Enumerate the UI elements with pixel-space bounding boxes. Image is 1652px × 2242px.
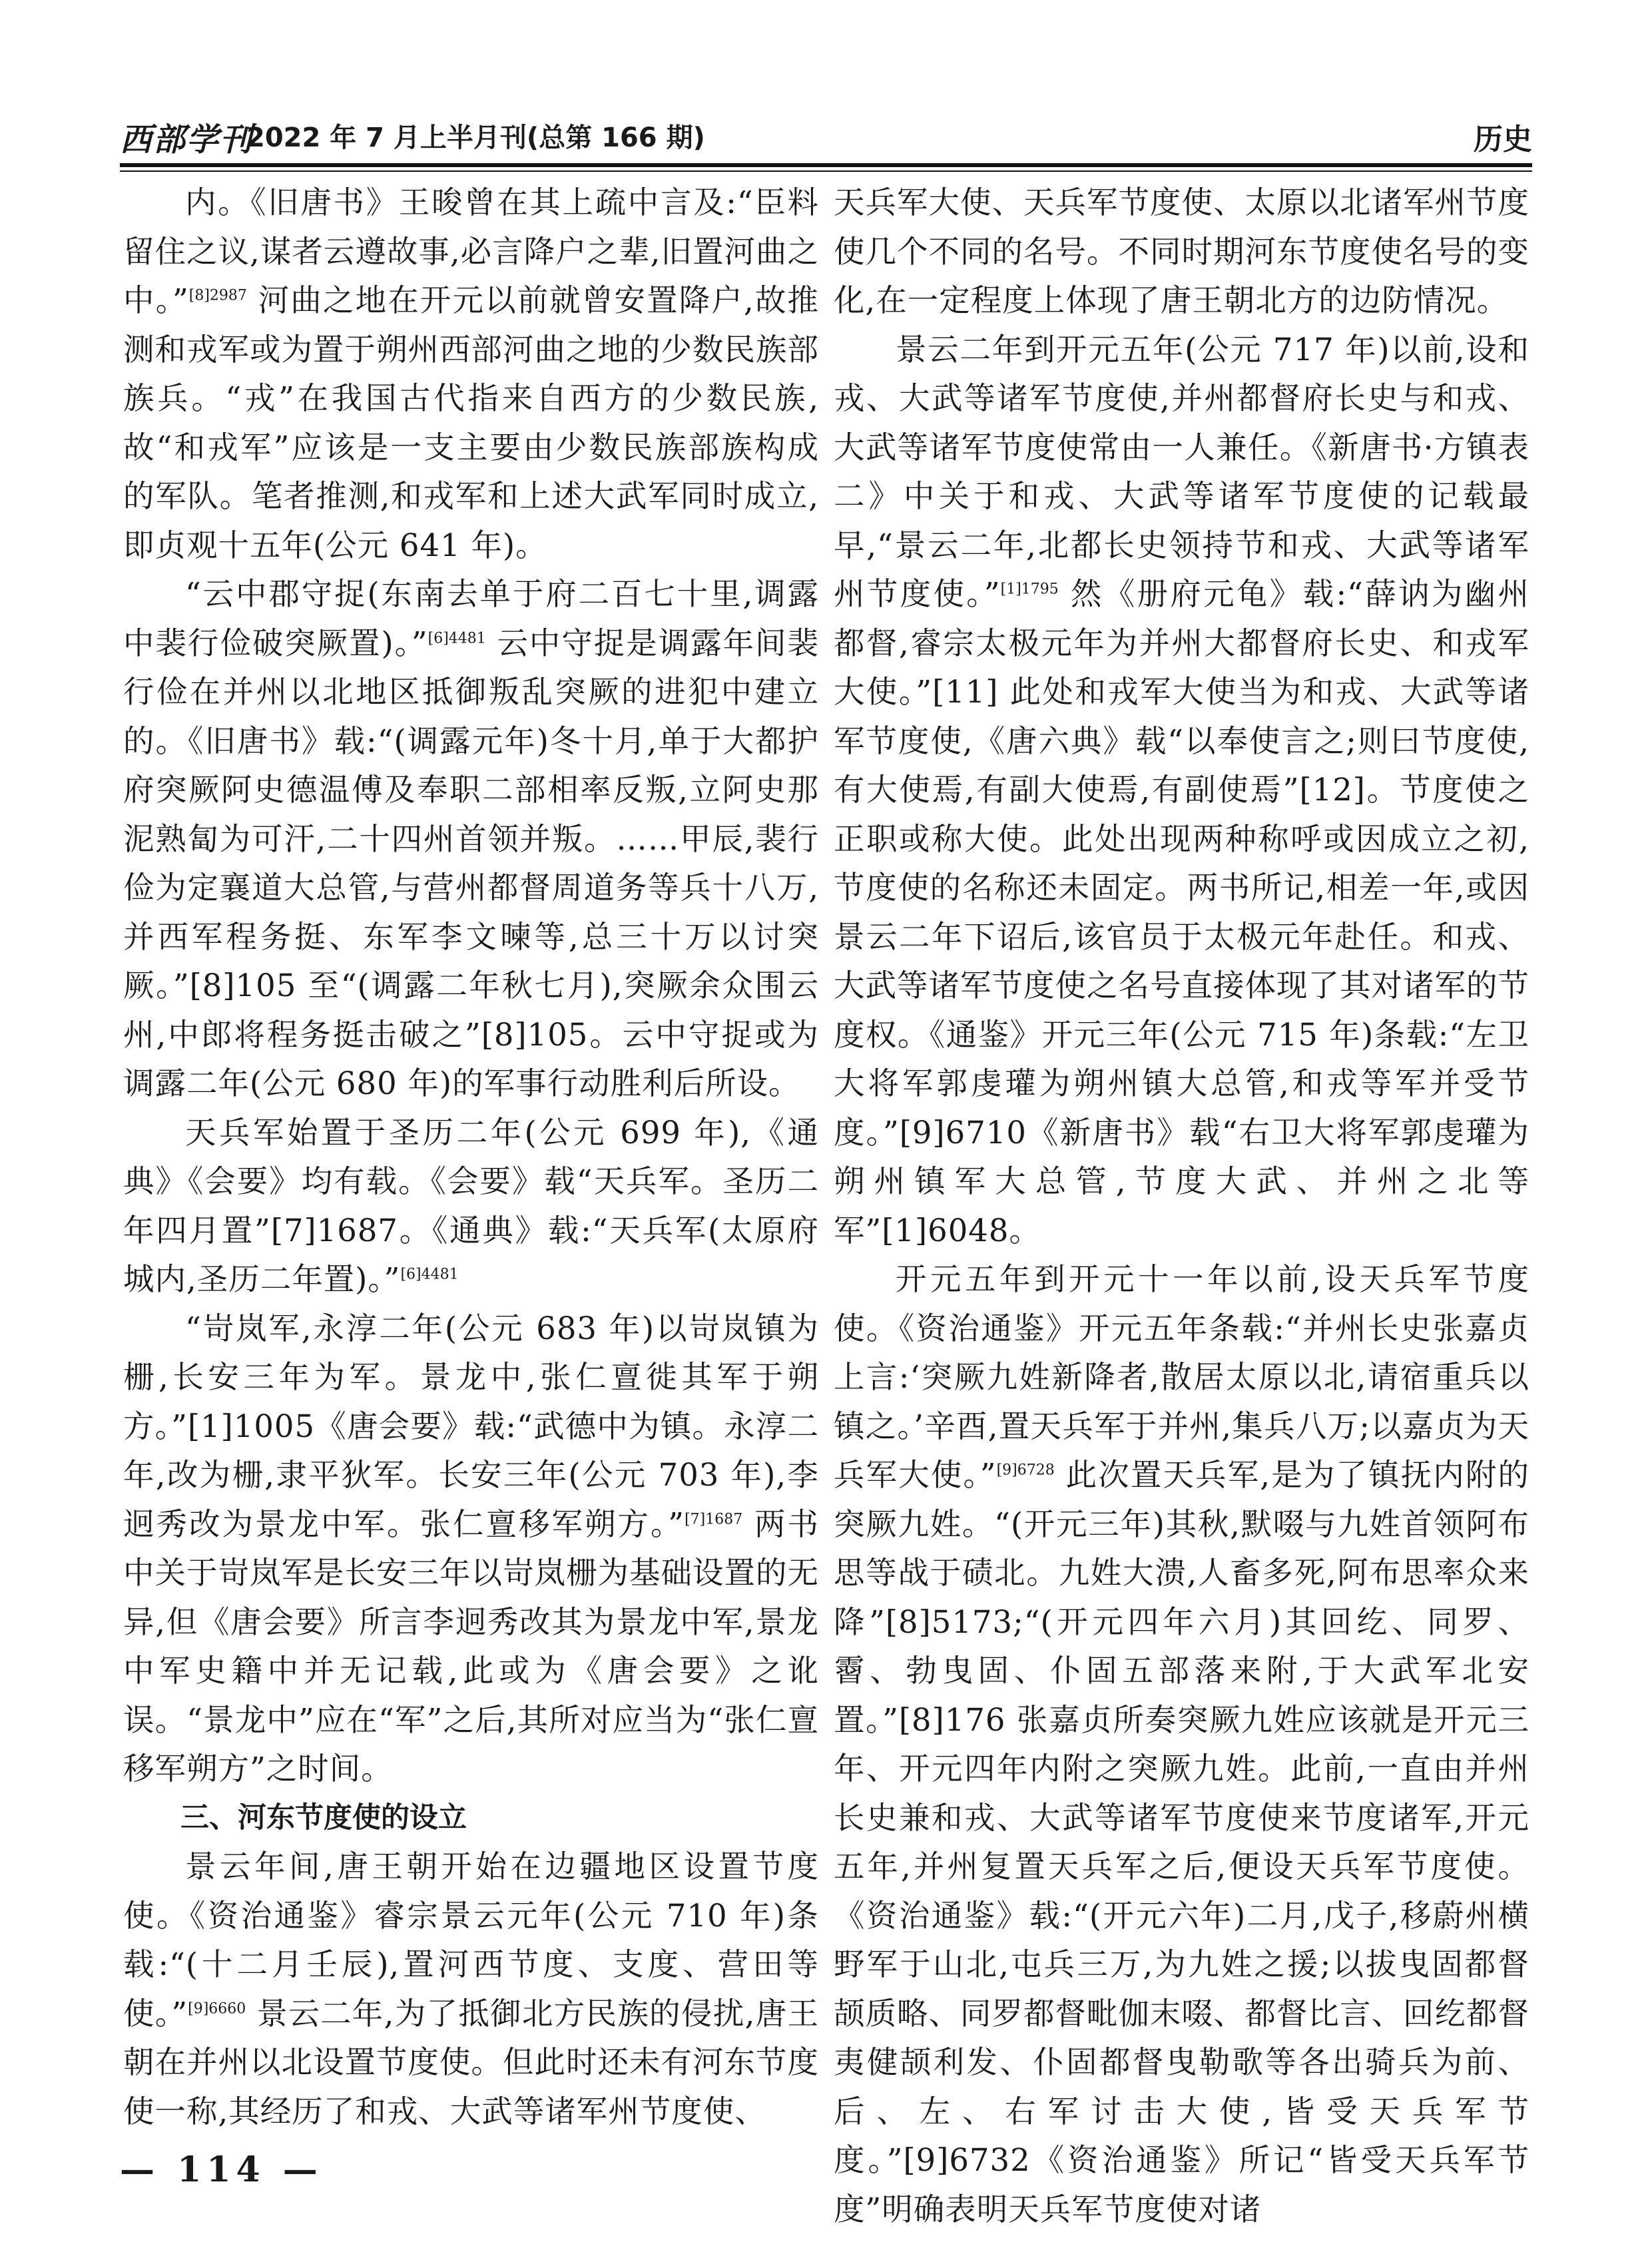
- paragraph-text-continued: 然《册府元龟》载:“薛讷为幽州都督,睿宗太极元年为并州大都督府长史、和戎军大使。”[11] 此处和戎军大使当为和戎、大武等诸军节度使,《唐六典》载“以奉使言之;则曰节度使,有大使焉,有副大使焉,有副使焉”[12]。节度使之正职或称大使。此处出现两种称呼或因成立之初,节度使的名称还未固定。两书所记,相差一年,或因景云二年下诏后,该官员于太极元年赴任。和戎、大武等诸军节度使之名号直接体现了其对诸军的节度权。《通鉴》开元三年(公元 715 年)条载:“左卫大将军郭虔瓘为朔州镇大总管,和戎等军并受节度。”[9]6710《新唐书》载“右卫大将军郭虔瓘为朔州镇军大总管,节度大武、并州之北等军”[1]6048。: [834, 576, 1529, 1249]
- paragraph-text: 景云年间,唐王朝开始在边疆地区设置节度使。《资治通鉴》睿宗景云元年(公元 710 年)条载:“(十二月壬辰),置河西节度、支度、营田等使。”: [123, 1848, 819, 2032]
- paragraph-text: 天兵军始置于圣历二年(公元 699 年),《通典》《会要》均有载。《会要》载“天兵军。圣历二年四月置”[7]1687。《通典》载:“天兵军(太原府城内,圣历二年置)。”: [123, 1114, 819, 1297]
- paragraph-text: 天兵军大使、天兵军节度使、太原以北诸军州节度使几个不同的名号。不同时期河东节度使名号的变化,在一定程度上体现了唐王朝北方的边防情况。: [834, 184, 1529, 318]
- citation-marker: [1]1795: [1000, 581, 1059, 598]
- citation-marker: [6]4481: [400, 1266, 459, 1283]
- citation-marker: [6]4481: [427, 630, 486, 647]
- body-paragraph: [123, 1109, 819, 1304]
- paragraph-text: “云中郡守捉(东南去单于府二百七十里,调露中裴行俭破突厥置)。”: [123, 576, 819, 661]
- body-paragraph: [834, 1255, 1529, 2234]
- paragraph-text-continued: 河曲之地在开元以前就曾安置降户,故推测和戎军或为置于朔州西部河曲之地的少数民族部族兵。“戎”在我国古代指来自西方的少数民族,故“和戎军”应该是一支主要由少数民族部族构成的军队。笔者推测,和戎军和上述大武军同时成立,即贞观十五年(公元 641 年)。: [123, 282, 819, 563]
- header-rule: [120, 163, 1532, 167]
- page-number: — 114 —: [120, 2149, 323, 2190]
- citation-marker: [8]2987: [188, 287, 247, 304]
- left-column: [123, 178, 819, 2136]
- page-header: [120, 109, 1532, 162]
- right-column: [834, 178, 1529, 2227]
- citation-marker: [9]6728: [996, 1462, 1055, 1479]
- citation-marker: [7]1687: [685, 1511, 743, 1528]
- header-rule-thin: [120, 170, 1532, 172]
- paragraph-text: 开元五年到开元十一年以前,设天兵军节度使。《资治通鉴》开元五年条载:“并州长史张嘉贞上言:‘突厥九姓新降者,散居太原以北,请宿重兵以镇之。’辛酉,置天兵军于并州,集兵八万;以嘉贞为天兵军大使。”: [834, 1261, 1529, 1493]
- paragraph-text: 景云二年到开元五年(公元 717 年)以前,设和戎、大武等诸军节度使,并州都督府长史与和戎、大武等诸军节度使常由一人兼任。《新唐书·方镇表二》中关于和戎、大武等诸军节度使的记载最早,“景云二年,北都长史领持节和戎、大武等诸军州节度使。”: [834, 331, 1529, 612]
- section-heading: 三、河东节度使的设立: [180, 1801, 467, 1834]
- paragraph-text-continued: 此次置天兵军,是为了镇抚内附的突厥九姓。“(开元三年)其秋,默啜与九姓首领阿布思等战于碛北。九姓大溃,人畜多死,阿布思率众来降”[8]5173;“(开元四年六月)其回纥、同罗、霫、勃曳固、仆固五部落来附,于大武军北安置。”[8]176 张嘉贞所奏突厥九姓应该就是开元三年、开元四年内附之突厥九姓。此前,一直由并州长史兼和戎、大武等诸军节度使来节度诸军,开元五年,并州复置天兵军之后,便设天兵军节度使。《资治通鉴》载:“(开元六年)二月,戊子,移蔚州横野军于山北,屯兵三万,为九姓之援;以拔曳固都督颉质略、同罗都督毗伽末啜、都督比言、回纥都督夷健颉利发、仆固都督曳勒歌等各出骑兵为前、后、左、右军讨击大使,皆受天兵军节度。”[9]6732《资治通鉴》所记“皆受天兵军节度”明确表明天兵军节度使对诸: [834, 1457, 1529, 2227]
- paragraph-text: 内。《旧唐书》王晙曾在其上疏中言及:“臣料留住之议,谋者云遵故事,必言降户之辈,旧置河曲之中。”: [123, 184, 819, 318]
- issue-info: 2022 年 7 月上半月刊(总第 166 期): [246, 123, 705, 153]
- body-paragraph: [123, 1304, 819, 1794]
- section-name: 历史: [1474, 123, 1532, 156]
- body-paragraph: [834, 178, 1529, 326]
- body-paragraph: [834, 326, 1529, 1256]
- paragraph-text-continued: 云中守捉是调露年间裴行俭在并州以北地区抵御叛乱突厥的进犯中建立的。《旧唐书》载:“(调露元年)冬十月,单于大都护府突厥阿史德温傅及奉职二部相率反叛,立阿史那泥熟匐为可汗,二十四州首领并叛。……甲辰,裴行俭为定襄道大总管,与营州都督周道务等兵十八万,并西军程务挺、东军李文暕等,总三十万以讨突厥。”[8]105 至“(调露二年秋七月),突厥余众围云州,中郎将程务挺击破之”[8]105。云中守捉或为调露二年(公元 680 年)的军事行动胜利后所设。: [123, 625, 819, 1101]
- body-paragraph: [123, 1842, 819, 2136]
- citation-marker: [9]6660: [188, 2000, 246, 2017]
- paragraph-text-continued: 两书中关于岢岚军是长安三年以岢岚栅为基础设置的无异,但《唐会要》所言李迥秀改其为景龙中军,景龙中军史籍中并无记载,此或为《唐会要》之讹误。“景龙中”应在“军”之后,其所对应当为“张仁亶移军朔方”之时间。: [123, 1506, 820, 1787]
- body-paragraph: [123, 178, 819, 570]
- body-paragraph: [123, 570, 819, 1109]
- journal-logo: 西部学刊: [120, 121, 254, 158]
- paragraph-text: “岢岚军,永淳二年(公元 683 年)以岢岚镇为栅,长安三年为军。景龙中,张仁亶徙其军于朔方。”[1]1005《唐会要》载:“武德中为镇。永淳二年,改为栅,隶平狄军。长安三年(公元 703 年),李迥秀改为景龙中军。张仁亶移军朔方。”: [123, 1310, 819, 1542]
- paragraph-text-continued: 景云二年,为了抵御北方民族的侵扰,唐王朝在并州以北设置节度使。但此时还未有河东节度使一称,其经历了和戎、大武等诸军州节度使、: [123, 1995, 819, 2129]
